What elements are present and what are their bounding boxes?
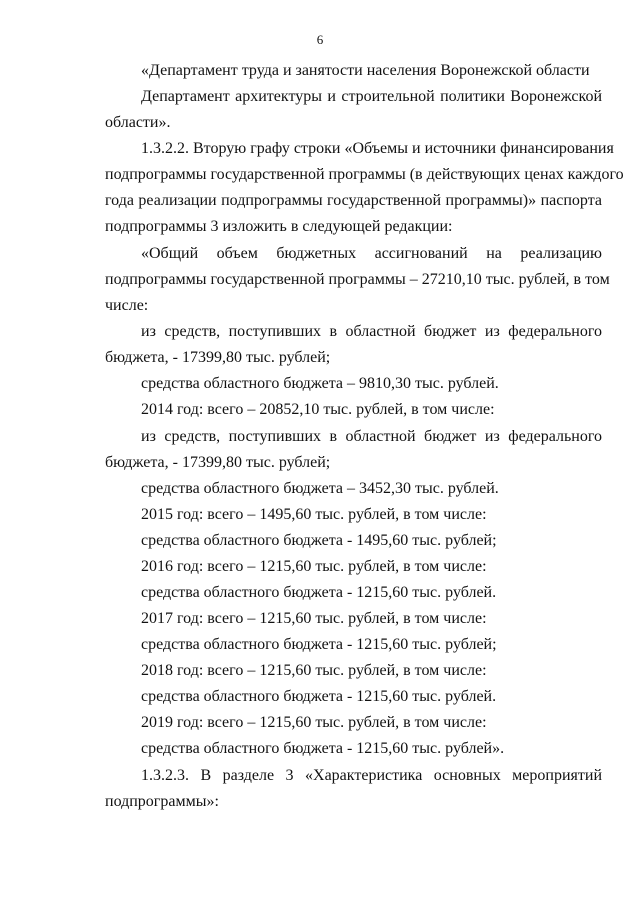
text-line: средства областного бюджета - 1215,60 тыс. рублей; (141, 636, 497, 653)
text-line: средства областного бюджета - 1215,60 тыс. рублей. (141, 584, 497, 601)
text-line: 2017 год: всего – 1215,60 тыс. рублей, в том числе: (141, 610, 487, 627)
text-line: числе: (105, 297, 149, 314)
text-line: 2019 год: всего – 1215,60 тыс. рублей, в том числе: (141, 714, 487, 731)
text-line: 1.3.2.3. В разделе 3 «Характеристика основных мероприятий (141, 767, 602, 784)
text-line: 1.3.2.2. Вторую графу строки «Объемы и источники финансирования (141, 140, 614, 157)
text-line: подпрограммы государственной программы (в действующих ценах каждого (105, 166, 624, 183)
text-line: средства областного бюджета - 1215,60 тыс. рублей». (141, 740, 505, 757)
text-line: из средств, поступивших в областной бюджет из федерального (141, 428, 602, 445)
text-line: 2015 год: всего – 1495,60 тыс. рублей, в том числе: (141, 506, 487, 523)
text-line: Департамент архитектуры и строительной политики Воронежской (141, 88, 602, 105)
text-line: средства областного бюджета – 3452,30 тыс. рублей. (141, 480, 499, 497)
text-line: подпрограммы»: (105, 793, 219, 810)
text-line: «Общий объем бюджетных ассигнований на реализацию (141, 245, 602, 262)
text-line: «Департамент труда и занятости населения Воронежской области (141, 62, 590, 79)
text-line: из средств, поступивших в областной бюджет из федерального (141, 323, 602, 340)
text-line: средства областного бюджета - 1495,60 тыс. рублей; (141, 532, 497, 549)
text-line: 2018 год: всего – 1215,60 тыс. рублей, в том числе: (141, 662, 487, 679)
text-line: бюджета, - 17399,80 тыс. рублей; (105, 454, 331, 471)
text-line: 2016 год: всего – 1215,60 тыс. рублей, в том числе: (141, 558, 487, 575)
text-line: бюджета, - 17399,80 тыс. рублей; (105, 349, 331, 366)
text-line: подпрограммы 3 изложить в следующей редакции: (105, 218, 453, 235)
text-line: средства областного бюджета – 9810,30 тыс. рублей. (141, 375, 499, 392)
text-line: года реализации подпрограммы государственной программы)» паспорта (105, 192, 602, 209)
page-number: 6 (316, 32, 324, 47)
text-line: подпрограммы государственной программы – 27210,10 тыс. рублей, в том (105, 271, 610, 288)
text-line: 2014 год: всего – 20852,10 тыс. рублей, в том числе: (141, 401, 495, 418)
text-line: области». (105, 114, 171, 131)
text-line: средства областного бюджета - 1215,60 тыс. рублей. (141, 688, 497, 705)
